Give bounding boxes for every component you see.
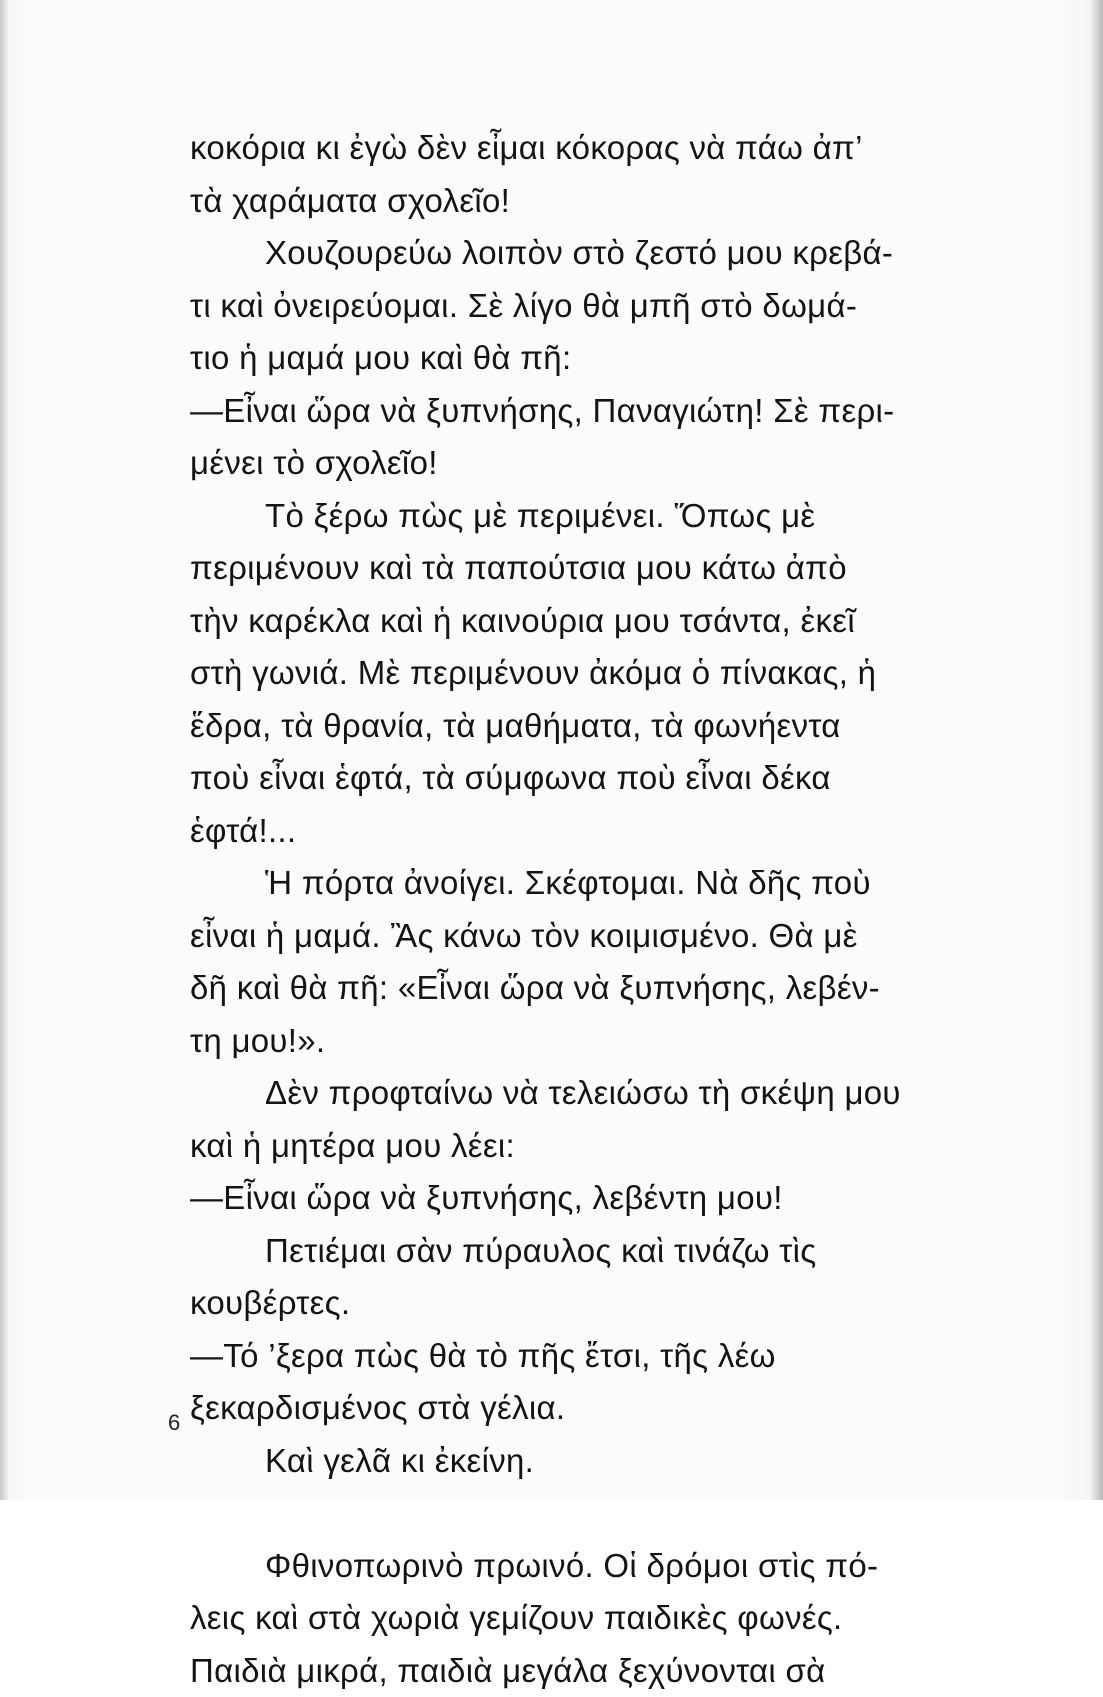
page-edge-left bbox=[0, 0, 8, 1500]
text-line: τη μου!». bbox=[190, 1015, 1030, 1068]
text-line: Πετιέμαι σὰν πύραυλος καὶ τινάζω τὶς bbox=[190, 1225, 1030, 1278]
text-line: τι καὶ ὀνειρεύομαι. Σὲ λίγο θὰ μπῆ στὸ δωμά- bbox=[190, 280, 1030, 333]
text-line: μένει τὸ σχολεῖο! bbox=[190, 437, 1030, 490]
text-line: τιο ἡ μαμά μου καὶ θὰ πῆ: bbox=[190, 332, 1030, 385]
text-line: Φθινοπωρινὸ πρωινό. Οἱ δρόμοι στὶς πό- bbox=[190, 1540, 1030, 1593]
page-edge-right bbox=[1091, 0, 1103, 1500]
text-line: τὴν καρέκλα καὶ ἡ καινούρια μου τσάντα, ἐκεῖ bbox=[190, 595, 1030, 648]
text-line: δῆ καὶ θὰ πῆ: «Εἶναι ὥρα νὰ ξυπνήσης, λεβέν- bbox=[190, 962, 1030, 1015]
paragraph-gap bbox=[190, 1487, 1030, 1540]
text-line: Καὶ γελᾶ κι ἐκείνη. bbox=[190, 1435, 1030, 1488]
text-line: κοκόρια κι ἐγὼ δὲν εἶμαι κόκορας νὰ πάω ἀπ’ bbox=[190, 122, 1030, 175]
text-line: Τὸ ξέρω πὼς μὲ περιμένει. Ὅπως μὲ bbox=[190, 490, 1030, 543]
text-line: ξεκαρδισμένος στὰ γέλια. bbox=[190, 1382, 1030, 1435]
page-number: 6 bbox=[168, 1410, 180, 1436]
text-line: ποὺ εἶναι ἑφτά, τὰ σύμφωνα ποὺ εἶναι δέκα bbox=[190, 752, 1030, 805]
text-line: τὰ χαράματα σχολεῖο! bbox=[190, 175, 1030, 228]
text-line: κουβέρτες. bbox=[190, 1277, 1030, 1330]
text-line: —Τό ’ξερα πὼς θὰ τὸ πῆς ἔτσι, τῆς λέω bbox=[190, 1330, 1030, 1383]
text-line: ἑφτά!... bbox=[190, 805, 1030, 858]
text-line: καὶ ἡ μητέρα μου λέει: bbox=[190, 1120, 1030, 1173]
body-text bbox=[190, 122, 1030, 1697]
text-line: λεις καὶ στὰ χωριὰ γεμίζουν παιδικὲς φωνές. bbox=[190, 1592, 1030, 1645]
text-line: Χουζουρεύω λοιπὸν στὸ ζεστό μου κρεβά- bbox=[190, 227, 1030, 280]
text-line: ἕδρα, τὰ θρανία, τὰ μαθήματα, τὰ φωνήεντα bbox=[190, 700, 1030, 753]
text-line: στὴ γωνιά. Μὲ περιμένουν ἀκόμα ὁ πίνακας, ἡ bbox=[190, 647, 1030, 700]
text-line: εἶναι ἡ μαμά. Ἂς κάνω τὸν κοιμισμένο. Θὰ μὲ bbox=[190, 910, 1030, 963]
text-line: —Εἶναι ὥρα νὰ ξυπνήσης, Παναγιώτη! Σὲ περι- bbox=[190, 385, 1030, 438]
text-line: Ἡ πόρτα ἀνοίγει. Σκέφτομαι. Νὰ δῆς ποὺ bbox=[190, 857, 1030, 910]
text-line: —Εἶναι ὥρα νὰ ξυπνήσης, λεβέντη μου! bbox=[190, 1172, 1030, 1225]
text-line: Παιδιὰ μικρά, παιδιὰ μεγάλα ξεχύνονται σὰ bbox=[190, 1645, 1030, 1697]
text-line: περιμένουν καὶ τὰ παπούτσια μου κάτω ἀπὸ bbox=[190, 542, 1030, 595]
text-line: Δὲν προφταίνω νὰ τελειώσω τὴ σκέψη μου bbox=[190, 1067, 1030, 1120]
